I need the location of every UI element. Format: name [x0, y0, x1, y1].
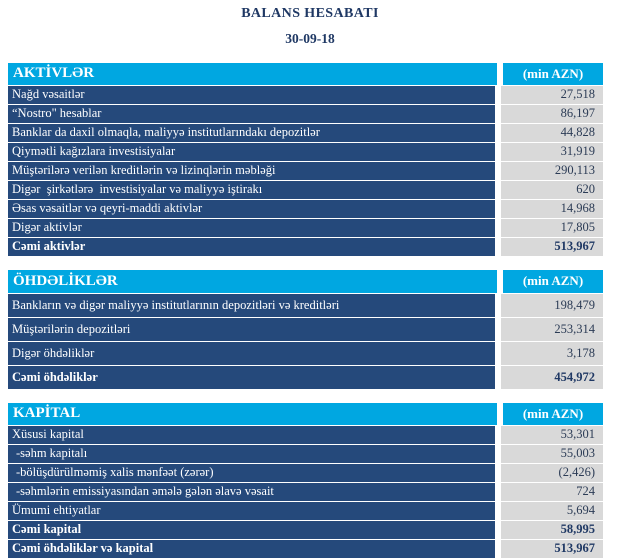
- row-label: Nağd vəsaitlər: [8, 86, 495, 104]
- row-value: 31,919: [501, 143, 603, 161]
- section-title: ÖHDƏLİKLƏR: [8, 270, 497, 293]
- row-label: Müştərilərə verilən kreditlərin və lizinqlərin məbləği: [8, 162, 495, 180]
- row-value: 55,003: [501, 445, 603, 463]
- row-label: Əsas vəsaitlər və qeyri-maddi aktivlər: [8, 200, 495, 218]
- row-value: 3,178: [501, 342, 603, 365]
- row-value: 14,968: [501, 200, 603, 218]
- row-value: (2,426): [501, 464, 603, 482]
- table-row: [8, 342, 603, 365]
- table-row: [8, 464, 603, 482]
- balance-tables: [8, 63, 603, 558]
- table-row: [8, 124, 603, 142]
- table-row: [8, 540, 603, 558]
- table-row: [8, 502, 603, 520]
- row-value: 27,518: [501, 86, 603, 104]
- row-label: Cəmi kapital: [8, 521, 495, 539]
- row-label: Bankların və digər maliyyə institutlarının depozitləri və kreditləri: [8, 294, 495, 317]
- table-row: [8, 238, 603, 256]
- row-label: Digər şirkətlərə investisiyalar və maliyyə iştirakı: [8, 181, 495, 199]
- section-title: KAPİTAL: [8, 403, 497, 425]
- row-label: Qiymətli kağızlara investisiyalar: [8, 143, 495, 161]
- row-value: 86,197: [501, 105, 603, 123]
- row-value: 724: [501, 483, 603, 501]
- row-label: -səhm kapitalı: [8, 445, 495, 463]
- row-label: Digər öhdəliklər: [8, 342, 495, 365]
- table-row: [8, 366, 603, 389]
- row-value: 253,314: [501, 318, 603, 341]
- row-value: 53,301: [501, 426, 603, 444]
- row-label: Cəmi aktivlər: [8, 238, 495, 256]
- table-row: [8, 181, 603, 199]
- section-header-row: [8, 403, 603, 425]
- table-row: [8, 445, 603, 463]
- section-header-row: [8, 63, 603, 85]
- table-row: [8, 483, 603, 501]
- report-header: [0, 0, 620, 46]
- table-row: [8, 162, 603, 180]
- page-title: BALANS HESABATI: [241, 6, 379, 21]
- row-value: 58,995: [501, 521, 603, 539]
- row-label: Banklar da daxil olmaqla, maliyyə institutlarındakı depozitlər: [8, 124, 495, 142]
- row-value: 17,805: [501, 219, 603, 237]
- table-row: [8, 105, 603, 123]
- table-row: [8, 86, 603, 104]
- row-value: 44,828: [501, 124, 603, 142]
- report-date: 30-09-18: [285, 31, 335, 46]
- row-value: 620: [501, 181, 603, 199]
- section-table: [8, 403, 603, 558]
- table-row: [8, 294, 603, 317]
- row-value: 454,972: [501, 366, 603, 389]
- row-label: “Nostro" hesablar: [8, 105, 495, 123]
- row-label: -səhmlərin emissiyasından əmələ gələn əlavə vəsait: [8, 483, 495, 501]
- unit-label: (min AZN): [503, 63, 603, 85]
- row-label: Ümumi ehtiyatlar: [8, 502, 495, 520]
- row-value: 513,967: [501, 238, 603, 256]
- table-row: [8, 143, 603, 161]
- row-value: 513,967: [501, 540, 603, 558]
- row-label: Xüsusi kapital: [8, 426, 495, 444]
- table-row: [8, 219, 603, 237]
- section-title: AKTİVLƏR: [8, 63, 497, 85]
- unit-label: (min AZN): [503, 403, 603, 425]
- section-table: [8, 270, 603, 389]
- table-row: [8, 200, 603, 218]
- section-header-row: [8, 270, 603, 293]
- row-value: 5,694: [501, 502, 603, 520]
- table-row: [8, 426, 603, 444]
- row-value: 198,479: [501, 294, 603, 317]
- table-row: [8, 521, 603, 539]
- row-label: Cəmi öhdəliklər: [8, 366, 495, 389]
- table-row: [8, 318, 603, 341]
- unit-label: (min AZN): [503, 270, 603, 293]
- section-table: [8, 63, 603, 256]
- row-label: Cəmi öhdəliklər və kapital: [8, 540, 495, 558]
- row-label: -bölüşdürülməmiş xalis mənfəət (zərər): [8, 464, 495, 482]
- row-label: Müştərilərin depozitləri: [8, 318, 495, 341]
- row-value: 290,113: [501, 162, 603, 180]
- row-label: Digər aktivlər: [8, 219, 495, 237]
